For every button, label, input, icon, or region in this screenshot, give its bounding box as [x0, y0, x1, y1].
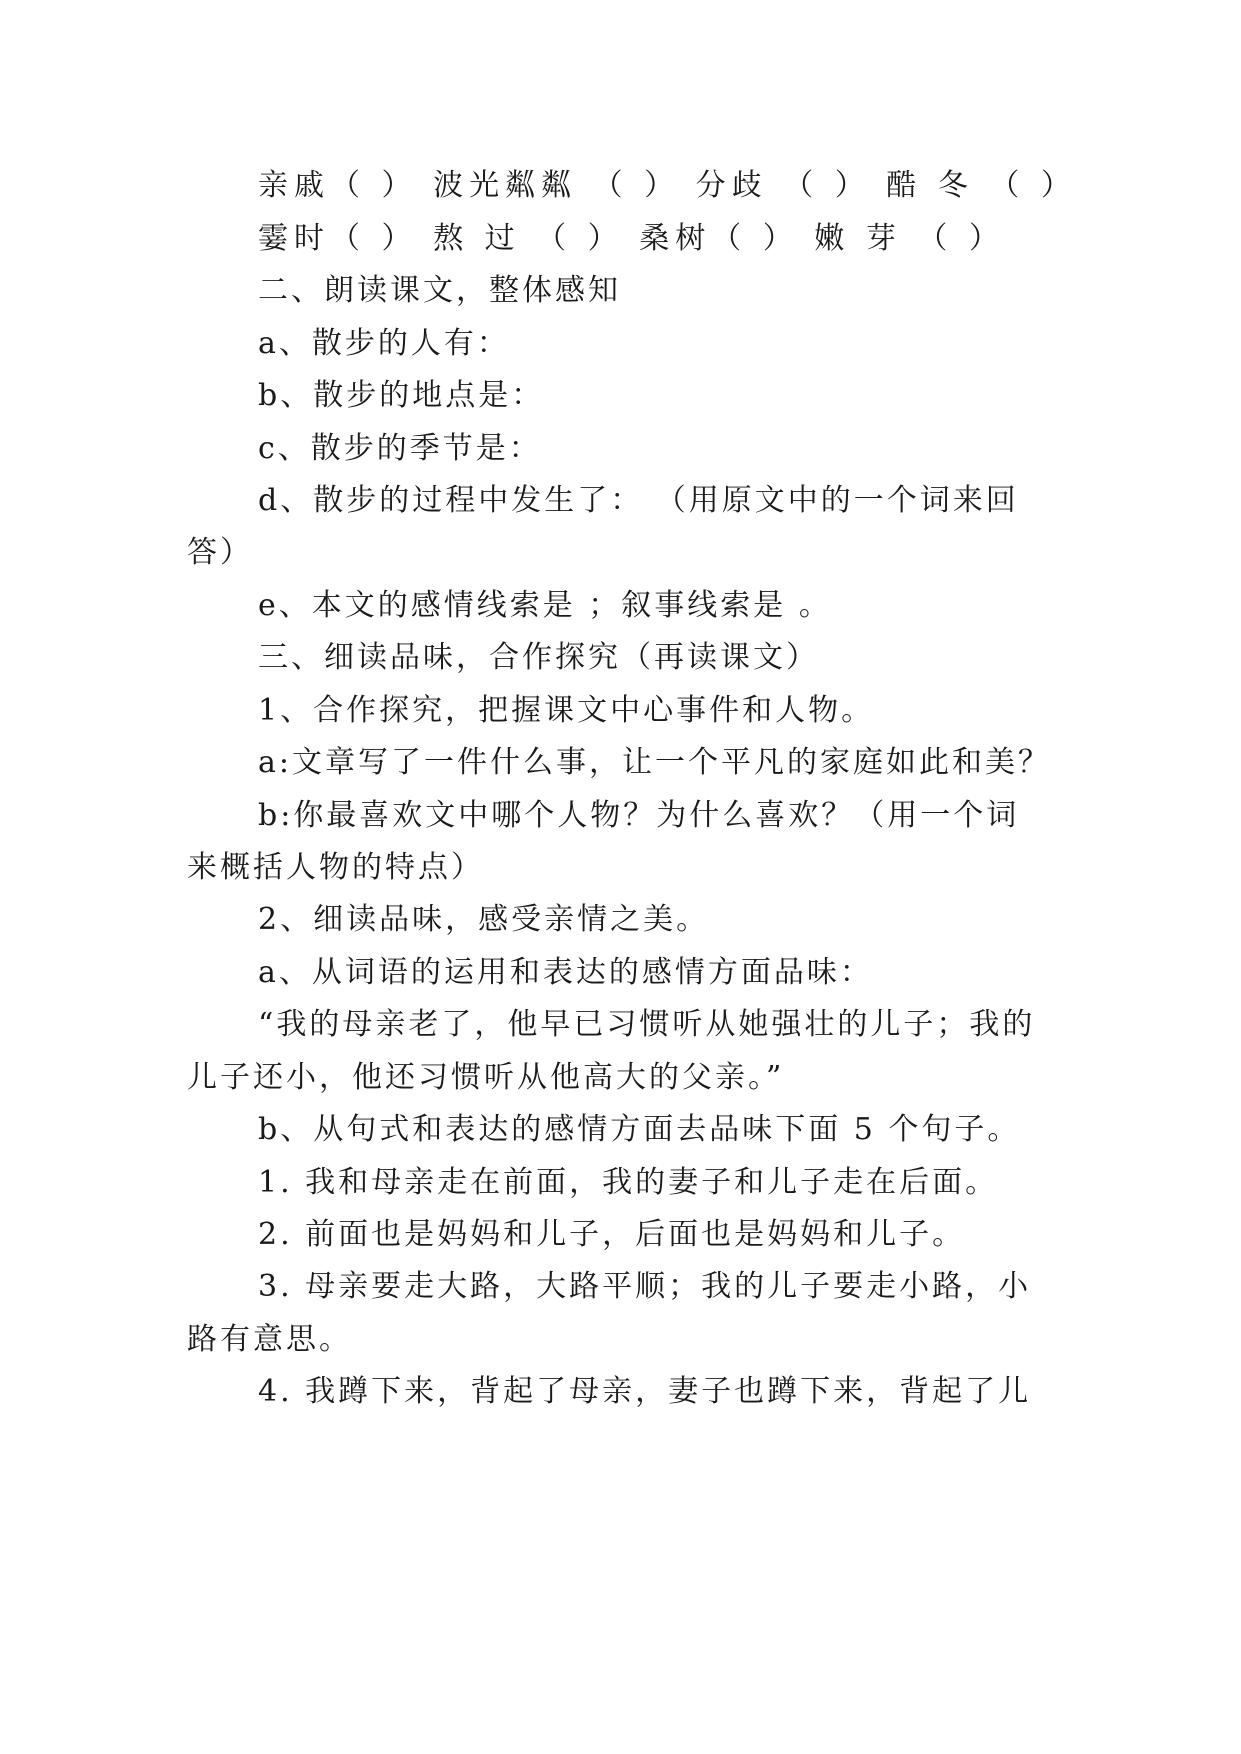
sentence-3: 3. 母亲要走大路，大路平顺；我的儿子要走小路，小	[258, 1269, 1032, 1304]
section-heading-3: 三、细读品味，合作探究（再读课文）	[258, 640, 819, 675]
question-1b: b:你最喜欢文中哪个人物？为什么喜欢？（用一个词	[258, 798, 1020, 833]
sentence-4: 4. 我蹲下来，背起了母亲，妻子也蹲下来，背起了儿	[258, 1374, 1032, 1409]
question-c: c、散步的季节是：	[258, 431, 542, 466]
section-heading-2: 二、朗读课文，整体感知	[258, 273, 621, 308]
sentence-1: 1. 我和母亲走在前面，我的妻子和儿子走在后面。	[258, 1165, 999, 1200]
sentence-2: 2. 前面也是妈妈和儿子，后面也是妈妈和儿子。	[258, 1217, 966, 1252]
vocab-line-1: 亲戚（ ） 波光粼粼 （ ） 分歧 （ ） 酷 冬 （ ）	[258, 168, 1077, 203]
question-2a: a、从词语的运用和表达的感情方面品味：	[258, 955, 873, 990]
question-1b-continued: 来概括人物的特点）	[187, 850, 484, 885]
quote-line-1: “我的母亲老了，他早已习惯听从她强壮的儿子；我的	[258, 1007, 1036, 1042]
question-d-continued: 答）	[187, 535, 253, 570]
subsection-2: 2、细读品味，感受亲情之美。	[258, 902, 710, 937]
question-e: e、本文的感情线索是 ；叙事线索是 。	[258, 588, 832, 623]
question-d: d、散步的过程中发生了： （用原文中的一个词来回	[258, 483, 1019, 518]
question-1a: a:文章写了一件什么事，让一个平凡的家庭如此和美？	[258, 745, 1051, 780]
question-a: a、散步的人有：	[258, 326, 510, 361]
vocab-line-2: 霎时（ ） 熬 过 （ ） 桑树（ ） 嫩 芽 （ ）	[258, 221, 1005, 256]
question-b: b、散步的地点是：	[258, 378, 545, 413]
subsection-1: 1、合作探究，把握课文中心事件和人物。	[258, 693, 875, 728]
sentence-3-continued: 路有意思。	[187, 1322, 352, 1357]
quote-line-2: 儿子还小，他还习惯听从他高大的父亲。”	[187, 1060, 785, 1095]
question-2b: b、从句式和表达的感情方面去品味下面 5 个句子。	[258, 1112, 1021, 1147]
